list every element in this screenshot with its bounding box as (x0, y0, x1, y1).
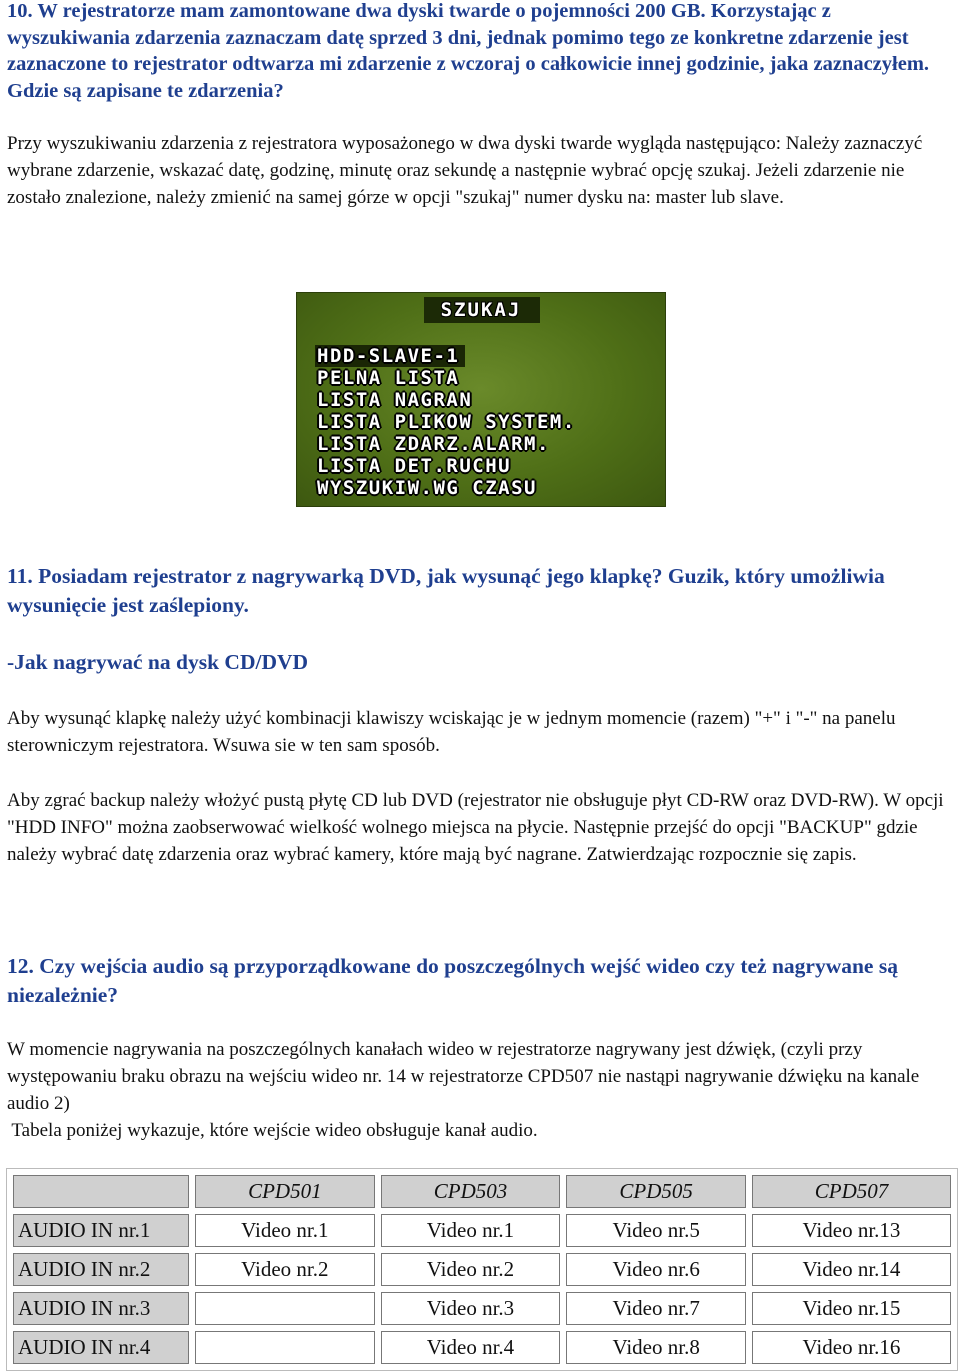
menu-item-wyszukiw-wg-czasu: WYSZUKIW.WG CZASU (317, 477, 537, 499)
question-12: 12. Czy wejścia audio są przyporządkowane do poszczególnych wejść wideo czy też nagrywane są niezależnie? (7, 954, 898, 1007)
menu-item-lista-zdarz-alarm: LISTA ZDARZ.ALARM. (317, 433, 550, 455)
answer-10: Przy wyszukiwaniu zdarzenia z rejestratora wyposażonego w dwa dyski twarde wygląda następująco: Należy zaznaczyć wybrane zdarzenie, wskazać datę, godzinę, minutę oraz sekundę a następnie wybrać opcję szukaj. Jeżeli zdarzenie nie zostało znalezione, należy zmienić na samej górze w opcji "szukaj" numer dysku na: master lub slave. (7, 133, 923, 208)
answer-12-text: W momencie nagrywania na poszczególnych kanałach wideo w rejestratorze nagrywany jest dźwięk, (czyli przy występowaniu braku obrazu na wejściu wideo nr. 14 w rejestratorze CPD507 nie nastąpi nagrywanie dźwięku na kanale audio 2) (7, 1039, 920, 1114)
question-11-sub: -Jak nagrywać na dysk CD/DVD (7, 650, 309, 674)
table-cell: Video nr.7 (566, 1292, 746, 1325)
table-cell: Video nr.3 (381, 1292, 561, 1325)
table-cell: Video nr.4 (381, 1331, 561, 1364)
answer-11-a: Aby wysunąć klapkę należy użyć kombinacji klawiszy wciskając je w jednym momencie (razem) "+" i "-" na panelu sterowniczym rejestratora. Wsuwa sie w ten sam sposób. (7, 708, 896, 756)
table-row (13, 1331, 951, 1364)
table-cell: Video nr.8 (566, 1331, 746, 1364)
answer-11-b: Aby zgrać backup należy włożyć pustą płytę CD lub DVD (rejestrator nie obsługuje płyt CD-RW oraz DVD-RW). W opcji "HDD INFO" można zaobserwować wielkość wolnego miejsca na płycie. Następnie przejść do opcji "BACKUP" gdzie należy wybrać datę zdarzenia oraz wybrać kamery, które mają być nagrane. Zatwierdzając rozpocznie się zapis. (7, 790, 944, 865)
table-cell: Video nr.5 (566, 1214, 746, 1247)
table-cell (195, 1331, 375, 1364)
table-cell: Video nr.13 (752, 1214, 951, 1247)
column-header-cpd505: CPD505 (566, 1175, 746, 1208)
table-corner-cell (13, 1175, 189, 1208)
row-header: AUDIO IN nr.2 (13, 1253, 189, 1286)
menu-item-hdd-slave: HDD-SLAVE-1 (315, 345, 465, 367)
audio-mapping-table (6, 1168, 958, 1371)
row-header: AUDIO IN nr.1 (13, 1214, 189, 1247)
answer-12 (7, 1036, 952, 1144)
row-header: AUDIO IN nr.4 (13, 1331, 189, 1364)
table-cell: Video nr.2 (195, 1253, 375, 1286)
column-header-cpd507: CPD507 (752, 1175, 951, 1208)
table-cell: Video nr.14 (752, 1253, 951, 1286)
menu-item-pelna-lista: PELNA LISTA (317, 367, 460, 389)
menu-item-lista-nagran: LISTA NAGRAN (317, 389, 473, 411)
menu-title: SZUKAJ (440, 299, 522, 321)
table-cell: Video nr.1 (381, 1214, 561, 1247)
column-header-cpd503: CPD503 (381, 1175, 561, 1208)
dvr-search-menu-image (296, 292, 666, 507)
table-row (13, 1214, 951, 1247)
answer-12-table-intro: Tabela poniżej wykazuje, które wejście wideo obsługuje kanał audio. (7, 1120, 538, 1141)
table-cell: Video nr.1 (195, 1214, 375, 1247)
row-header: AUDIO IN nr.3 (13, 1292, 189, 1325)
table-cell: Video nr.6 (566, 1253, 746, 1286)
table-cell (195, 1292, 375, 1325)
table-row (13, 1292, 951, 1325)
question-10: 10. W rejestratorze mam zamontowane dwa dyski twarde o pojemności 200 GB. Korzystając z wyszukiwania zdarzenia zaznaczam datę sprzed 3 dni, jednak pomimo tego ze konkretne zdarzenie jest zaznaczone to rejestrator odtwarza mi zdarzenie z wczoraj o całkowicie innej godzinie, jaka zaznaczyłem. Gdzie są zapisane te zdarzenia? (7, 0, 930, 102)
menu-item-lista-det-ruchu: LISTA DET.RUCHU (317, 455, 512, 477)
question-11: 11. Posiadam rejestrator z nagrywarką DVD, jak wysunąć jego klapkę? Guzik, który umożliwia wysunięcie jest zaślepiony. (7, 564, 885, 617)
column-header-cpd501: CPD501 (195, 1175, 375, 1208)
table-cell: Video nr.2 (381, 1253, 561, 1286)
table-cell: Video nr.15 (752, 1292, 951, 1325)
table-row (13, 1253, 951, 1286)
table-cell: Video nr.16 (752, 1331, 951, 1364)
menu-item-lista-plikow: LISTA PLIKOW SYSTEM. (317, 411, 576, 433)
table-header-row (13, 1175, 951, 1208)
